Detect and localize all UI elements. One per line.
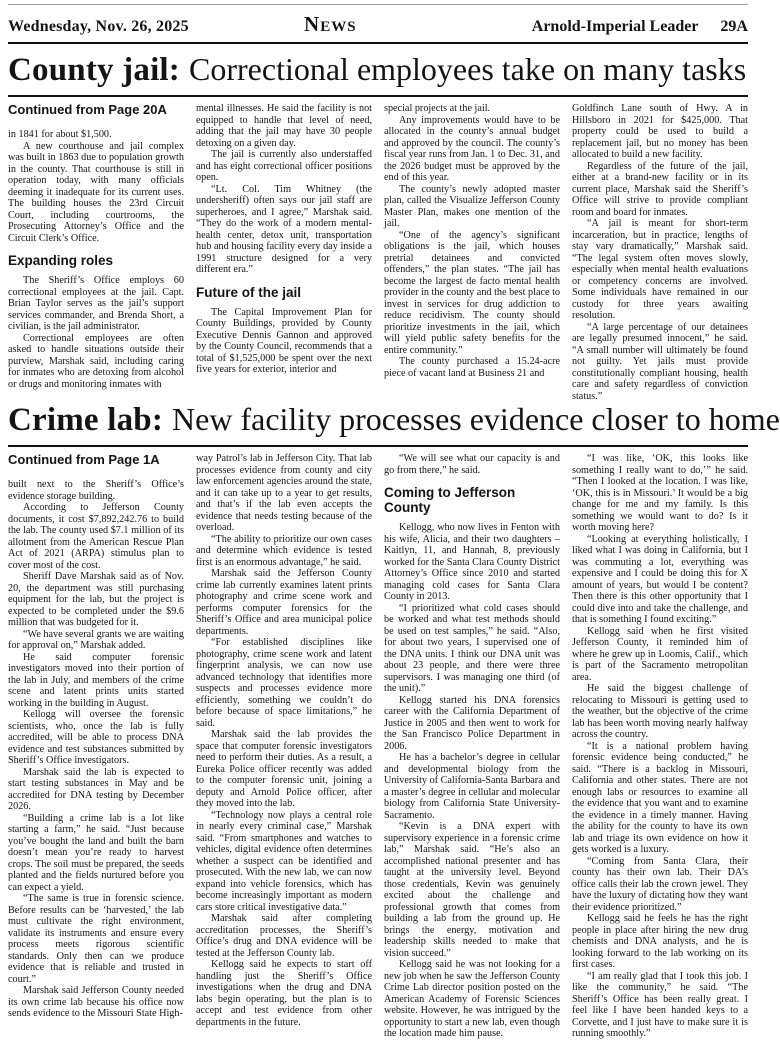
column-subhead: Expanding roles [8,253,114,268]
article-columns [8,452,748,1039]
body-paragraph: “We have several grants we are waiting for approval on,” Marshak added. [8,628,184,651]
body-paragraph: “A large percentage of our detainees are legally presumed innocent,” he said. “A small number will ultimately be found not guilty. Yet jails must provide constitutionally compliant housing, health care and safety regardless of conviction status.” [572,321,748,402]
article-column [8,103,184,389]
column-subhead: Coming to Jefferson County [384,485,516,515]
body-paragraph: “Lt. Col. Tim Whitney (the undersheriff) often says our jail staff are superheroes, and I agree,” Marshak said. “They do the work of a modern mental-health center, detox unit, transportation hub and housing facility every day inside a 1991 structure designed for a very different era.” [196,183,372,275]
body-paragraph: Kellogg will oversee the forensic scientists, who, once the lab is fully accredited, will be able to process DNA evidence and test substances submitted by Sheriff’s Office investigators. [8,709,184,766]
article-column [8,452,184,1019]
masthead-page-number: 29A [720,18,748,35]
body-paragraph: “Looking at everything holistically, I liked what I was doing in California, but I was commuting a lot, everything was expensive and I could be doing this for X amount of years, but would I be content? Then there is this other opportunity that I could dive into and take the challenge, and that is something I found exciting.” [572,533,748,625]
body-paragraph: “Kevin is a DNA expert with supervisory experience in a forensic crime lab,” Marshak said. “He’s also an accomplished national presenter and has taught at the university level. Beyond those credentials, Kevin was genuinely excited about the challenge and professional growth that comes from building a lab from the ground up. He brings the energy, motivation and leadership skills needed to make that vision succeed.” [384,821,560,959]
body-paragraph: Marshak said after completing accreditation processes, the Sheriff’s Office’s drug and DNA evidence will be tested at the Jefferson County lab. [196,913,372,959]
masthead-section-title: News [304,12,357,36]
body-paragraph: He has a bachelor’s degree in cellular and developmental biology from the University of California-Santa Barbara and a master’s degree in cellular and molecular biology from California State University-Sacramento. [384,752,560,821]
headline-rule [8,445,748,447]
body-paragraph: mental illnesses. He said the facility is not equipped to handle that level of need, adding that the jail may have 30 people detoxing on a given day. [196,103,372,149]
body-paragraph: “One of the agency’s significant obligations is the jail, which houses pretrial detainees and convicted offenders,” the plan states. “The jail has become the largest de facto mental health provider in the county and the best place to invest in services for drug addiction to reduce recidivism. The county should prioritize investments in the jail, which will yield public safety benefits for the entire community.” [384,229,560,356]
body-paragraph: Kellogg said he expects to start off handling just the Sheriff’s Office investigations when the drug and DNA labs begin operating, but the plan is to accept and test evidence from other departments in the future. [196,959,372,1028]
body-paragraph: “We will see what our capacity is and go from there,” he said. [384,453,560,476]
column-subhead: Future of the jail [196,284,302,300]
body-paragraph: “Technology now plays a central role in nearly every criminal case,” Marshak said. “From smartphones and watches to vehicles, digital evidence often determines whether a suspect can be identified and prosecuted. With the new lab, we can now expand into vehicle forensics, which has become increasingly important as modern cars store critical investigative data.” [196,809,372,913]
body-paragraph: Marshak said Jefferson County needed its own crime lab because his office now sends evidence to the Missouri State High- [8,985,184,1019]
body-paragraph: “A jail is meant for short-term incarceration, but in practice, lengths of stay vary dramatically,” Marshak said. “The legal system often moves slowly, especially when mental health evaluations or competency concerns are involved. Some individuals have remained in our custody for three years awaiting resolution. [572,218,748,321]
body-paragraph: Kellogg said when he first visited Jefferson County, it reminded him of where he grew up in Loomis, Calif., which is part of the Sacramento metropolitan area. [572,625,748,683]
article-column [196,453,372,1028]
body-paragraph: “I prioritized what cold cases should be worked and what test methods should be used on test samples,” he said. “Also, for about two years, I supervised one of the DNA units. I think our DNA unit was about 23 people, and there were three supervisors. I was managing one third (of the unit).” [384,602,560,694]
body-paragraph: Any improvements would have to be allocated in the county’s annual budget and approved by the council. The county’s fiscal year runs from Jan. 1 to Dec. 31, and the 2026 budget must be approved by the end of this year. [384,114,560,183]
article-columns [8,102,748,402]
body-paragraph: Goldfinch Lane south of Hwy. A in Hillsboro in 2021 for $425,000. That property could be used to build a replacement jail, but no money has been allocated to build a new facility. [572,103,748,160]
masthead [8,5,748,42]
article-column [572,453,748,1039]
continued-from-label: Continued from Page 20A [8,102,167,117]
body-paragraph: “The same is true in forensic science. Before results can be ‘harvested,’ the lab must cultivate the right environment, validate its instruments and ensure every process meets rigorous scientific standards. Only then can we produce evidence that is reliable and trusted in court.” [8,893,184,985]
body-paragraph: Marshak said the Jefferson County crime lab currently examines latent prints photography and crime scene work and performs computer forensics for the Sheriff’s Office and area municipal police departments. [196,568,372,637]
body-paragraph: Kellogg said he was not looking for a new job when he saw the Jefferson County Crime Lab director position posted on the American Academy of Forensic Sciences website. However, he was intrigued by the opportunity to start a new lab, even though the location made him pause. [384,959,560,1039]
masthead-paper-name: Arnold-Imperial Leader [531,18,699,35]
body-paragraph: Marshak said the lab is expected to start testing substances in May and be accredited for DNA testing by December 2026. [8,766,184,812]
article-kicker: Crime lab: [8,402,164,438]
continued-from-label: Continued from Page 1A [8,452,160,467]
article-column [196,103,372,389]
body-paragraph: “It is a national problem having forensic evidence being conducted,” he said. “There is a backlog in Missouri, California and other states. There are not enough labs or resources to examine all the evidence that you want and to examine the evidence in a timely manner. Having the ability for the county to have its own lab and triage its own evidence on how it gets worked is a luxury. [572,740,748,855]
body-paragraph: way Patrol’s lab in Jefferson City. That lab processes evidence from county and city law enforcement agencies around the state, and it can take up to a year to get results, and that’s if the lab even accepts the evidence that needs testing because of the overload. [196,453,372,533]
body-paragraph: “Coming from Santa Clara, their county has their own lab. Their DA’s office calls their lab the crown jewel. They have the luxury of dictating how they want their evidence prioritized.” [572,855,748,913]
newspaper-page [0,4,780,1039]
body-paragraph: “I am really glad that I took this job. I like the community,” he said. “The Sheriff’s Office has been really great. I feel like I have been handed keys to a Corvette, and I just have to make sure it is running smoothly.” [572,970,748,1039]
body-paragraph: Sheriff Dave Marshak said as of Nov. 20, the department was still purchasing equipment for the lab, but the project is expected to be completed under the $9.6 million that was budgeted for it. [8,571,184,628]
article-column [572,103,748,402]
body-paragraph: Kellogg said he feels he has the right people in place after hiring the new drug chemists and DNA analysts, and he is looking forward to the lab working on its first cases. [572,913,748,970]
body-paragraph: A new courthouse and jail complex was built in 1863 due to population growth in the county. That courthouse is still in operation today, with many officials deeming it inadequate for its current uses. The building houses the 23rd Circuit Court, including courtrooms, the Prosecuting Attorney’s Office and the Circuit Clerk’s Office. [8,140,184,244]
body-paragraph: According to Jefferson County documents, it cost $7,892,242.76 to build the lab. The county used $7.1 million of its allotment from the American Rescue Plan Act of 2021 (ARPA) stimulus plan to cover most of the cost. [8,502,184,571]
masthead-right [532,18,748,36]
body-paragraph: The jail is currently also understaffed and has eight correctional officer positions open. [196,149,372,183]
body-paragraph: in 1841 for about $1,500. [8,129,112,140]
article-column [384,103,560,389]
body-paragraph: special projects at the jail. [384,103,491,114]
article-county-jail [8,44,748,402]
body-paragraph: “The ability to prioritize our own cases and determine which evidence is tested first is an enormous advantage,” he said. [196,533,372,568]
body-paragraph: The county purchased a 15.24-acre piece of vacant land at Business 21 and [384,356,560,379]
body-paragraph: built next to the Sheriff’s Office’s evidence storage building. [8,479,184,502]
body-paragraph: He said computer forensic investigators moved into their portion of the lab in July, and members of the crime scene and latent prints units started working in the building in August. [8,651,184,709]
body-paragraph: Regardless of the future of the jail, either at a brand-new facility or in its current place, Marshak said the Sheriff’s Office will strive to provide compliant room and board for inmates. [572,160,748,218]
article-column [384,453,560,1039]
body-paragraph: Marshak said the lab provides the space that computer forensic investigators need to perform their duties. As a result, a Eureka Police officer recently was added to the computer forensic unit, joining a deputy and Arnold Police officer, after they moved into the lab. [196,729,372,809]
body-paragraph: The Sheriff’s Office employs 60 correctional employees at the jail. Capt. Brian Taylor serves as the jail’s support services commander, and Brenda Short, a civilian, is the jail administrator. [8,275,184,332]
body-paragraph: “I was like, ‘OK, this looks like something I really want to do,’” he said. “Then I looked at the location. I was like, ‘OK, this is in Missouri.’ It would be a big change for me and my family. Is this something we would want to do? Is it worth moving here? [572,453,748,533]
body-paragraph: The county’s newly adopted master plan, called the Visualize Jefferson County Master Plan, makes one mention of the jail. [384,183,560,229]
body-paragraph: He said the biggest challenge of relocating to Missouri is getting used to the weather, but the objective of the crime lab has been worth moving nearly halfway across the country. [572,683,748,740]
article-kicker: County jail: [8,52,180,88]
body-paragraph: Correctional employees are often asked to handle situations outside their purview, Marshak said, including caring for inmates who are detoxing from alcohol or drugs and monitoring inmates with [8,332,184,390]
article-headline-row [8,44,748,95]
body-paragraph: Kellogg, who now lives in Fenton with his wife, Alicia, and their two daughters – Kaitlyn, 11, and Hannah, 8, previously worked for the Santa Clara County District Attorney’s Office since 2010 and started managing cold cases for Santa Clara County in 2013. [384,522,560,602]
body-paragraph: The Capital Improvement Plan for County Buildings, provided by County Executive Dennis Gannon and approved by the County Council, recommends that a total of $1,525,000 be spent over the next five years for exterior, interior and [196,306,372,375]
article-headline: Correctional employees take on many tasks [189,51,747,87]
body-paragraph: “For established disciplines like photography, crime scene work and latent fingerprint analysis, we can now use advanced technology that identifies more suspects and processes evidence more efficiently, something we couldn’t do before because of space limitations,” he said. [196,637,372,729]
article-crime-lab [8,389,780,1039]
body-paragraph: “Building a crime lab is a lot like starting a farm,” he said. “Just because you’ve bought the land and built the barn doesn’t mean you’re ready to harvest crops. The soil must be prepared, the seeds planted and the fields nurtured before you can expect a yield. [8,812,184,893]
headline-rule [8,95,748,97]
body-paragraph: Kellogg started his DNA forensics career with the California Department of Justice in 2005 and then went to work for the San Francisco Police Department in 2006. [384,694,560,752]
article-headline: New facility processes evidence closer to home [172,401,780,437]
masthead-date: Wednesday, Nov. 26, 2025 [8,18,189,35]
